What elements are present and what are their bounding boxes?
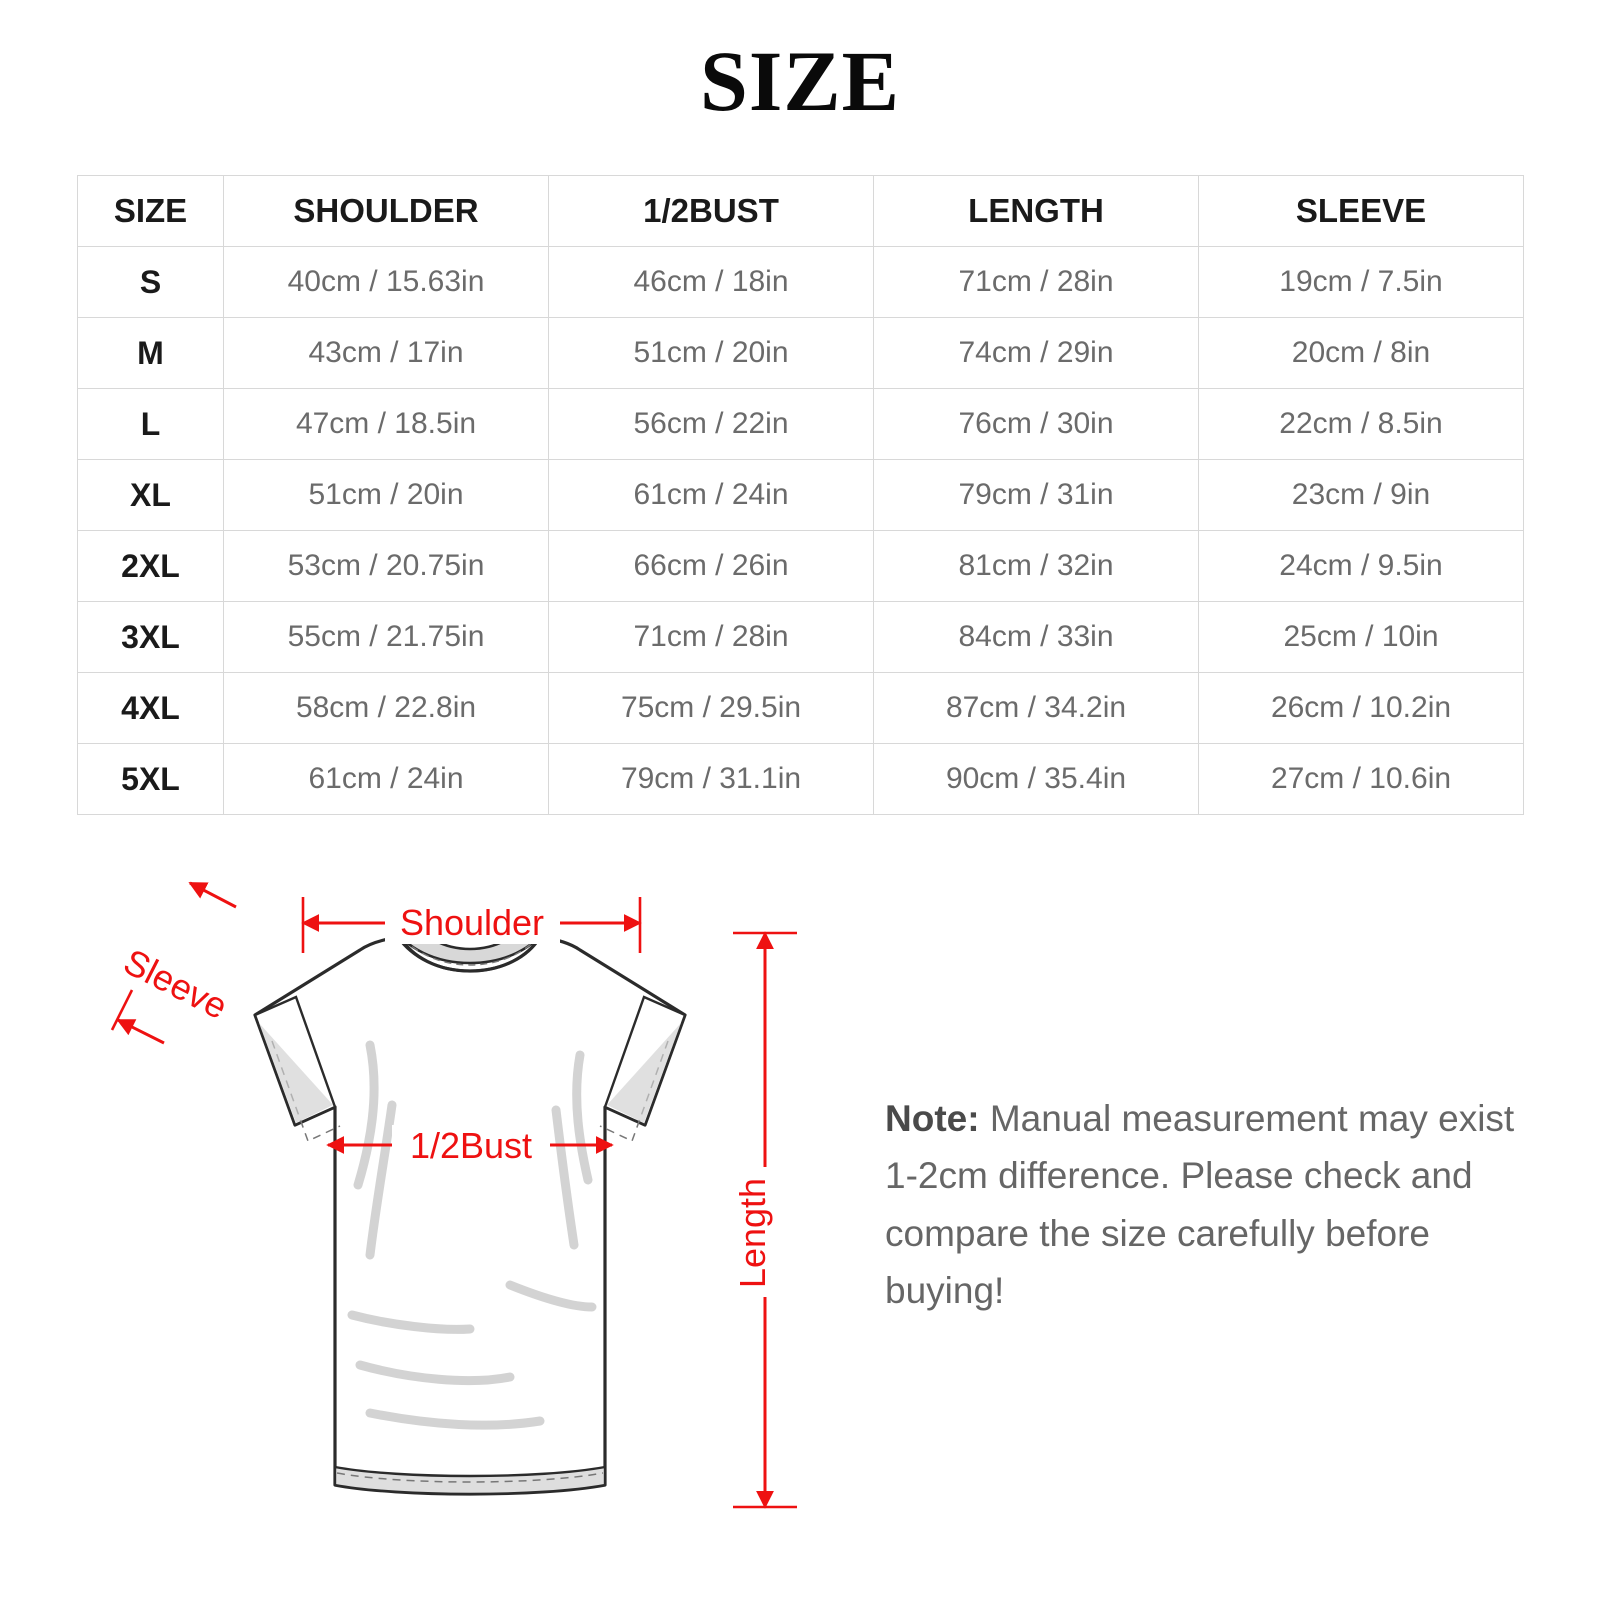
table-row — [78, 460, 1524, 531]
cell-sleeve: 19cm / 7.5in — [1199, 247, 1524, 318]
cell-halfbust: 56cm / 22in — [549, 389, 874, 460]
note-text: Manual measurement may exist 1-2cm difference. Please check and compare the size carefully before buying! — [885, 1098, 1515, 1312]
cell-size: S — [78, 247, 224, 318]
cell-sleeve: 23cm / 9in — [1199, 460, 1524, 531]
shoulder-label: Shoulder — [399, 902, 545, 943]
cell-length: 74cm / 29in — [874, 318, 1199, 389]
cell-length: 76cm / 30in — [874, 389, 1199, 460]
column-header-sleeve: SLEEVE — [1199, 176, 1524, 247]
column-header-halfbust: 1/2BUST — [549, 176, 874, 247]
cell-shoulder: 43cm / 17in — [224, 318, 549, 389]
cell-length: 90cm / 35.4in — [874, 744, 1199, 815]
cell-shoulder: 40cm / 15.63in — [224, 247, 549, 318]
cell-halfbust: 61cm / 24in — [549, 460, 874, 531]
cell-halfbust: 79cm / 31.1in — [549, 744, 874, 815]
cell-size: L — [78, 389, 224, 460]
cell-sleeve: 26cm / 10.2in — [1199, 673, 1524, 744]
cell-shoulder: 61cm / 24in — [224, 744, 549, 815]
cell-halfbust: 51cm / 20in — [549, 318, 874, 389]
size-chart-table — [77, 175, 1524, 815]
note-block — [885, 1090, 1545, 1319]
cell-size: 4XL — [78, 673, 224, 744]
cell-length: 71cm / 28in — [874, 247, 1199, 318]
cell-size: 2XL — [78, 531, 224, 602]
cell-shoulder: 47cm / 18.5in — [224, 389, 549, 460]
cell-shoulder: 51cm / 20in — [224, 460, 549, 531]
table-row — [78, 673, 1524, 744]
tshirt-illustration — [255, 916, 685, 1494]
table-header-row — [78, 176, 1524, 247]
cell-size: M — [78, 318, 224, 389]
cell-sleeve: 22cm / 8.5in — [1199, 389, 1524, 460]
cell-shoulder: 53cm / 20.75in — [224, 531, 549, 602]
cell-halfbust: 71cm / 28in — [549, 602, 874, 673]
cell-shoulder: 55cm / 21.75in — [224, 602, 549, 673]
table-row — [78, 602, 1524, 673]
cell-length: 84cm / 33in — [874, 602, 1199, 673]
cell-size: 3XL — [78, 602, 224, 673]
cell-halfbust: 46cm / 18in — [549, 247, 874, 318]
cell-length: 79cm / 31in — [874, 460, 1199, 531]
table-row — [78, 247, 1524, 318]
length-label: Length — [732, 1177, 773, 1289]
cell-sleeve: 20cm / 8in — [1199, 318, 1524, 389]
table-row — [78, 744, 1524, 815]
cell-size: XL — [78, 460, 224, 531]
cell-sleeve: 27cm / 10.6in — [1199, 744, 1524, 815]
cell-shoulder: 58cm / 22.8in — [224, 673, 549, 744]
cell-halfbust: 75cm / 29.5in — [549, 673, 874, 744]
cell-length: 81cm / 32in — [874, 531, 1199, 602]
table-row — [78, 389, 1524, 460]
sleeve-label: Sleeve — [117, 940, 235, 1028]
page-title: SIZE — [699, 33, 901, 129]
column-header-length: LENGTH — [874, 176, 1199, 247]
column-header-shoulder: SHOULDER — [224, 176, 549, 247]
note-label: Note: — [885, 1098, 980, 1139]
tshirt-measurement-diagram — [40, 845, 870, 1565]
cell-size: 5XL — [78, 744, 224, 815]
cell-sleeve: 25cm / 10in — [1199, 602, 1524, 673]
sleeve-arrow-top — [190, 883, 236, 907]
table-row — [78, 531, 1524, 602]
cell-halfbust: 66cm / 26in — [549, 531, 874, 602]
cell-length: 87cm / 34.2in — [874, 673, 1199, 744]
column-header-size: SIZE — [78, 176, 224, 247]
cell-sleeve: 24cm / 9.5in — [1199, 531, 1524, 602]
table-row — [78, 318, 1524, 389]
halfbust-label: 1/2Bust — [409, 1125, 533, 1166]
tshirt-body-outline — [255, 937, 685, 1494]
sleeve-arrow-bottom — [118, 1020, 164, 1043]
